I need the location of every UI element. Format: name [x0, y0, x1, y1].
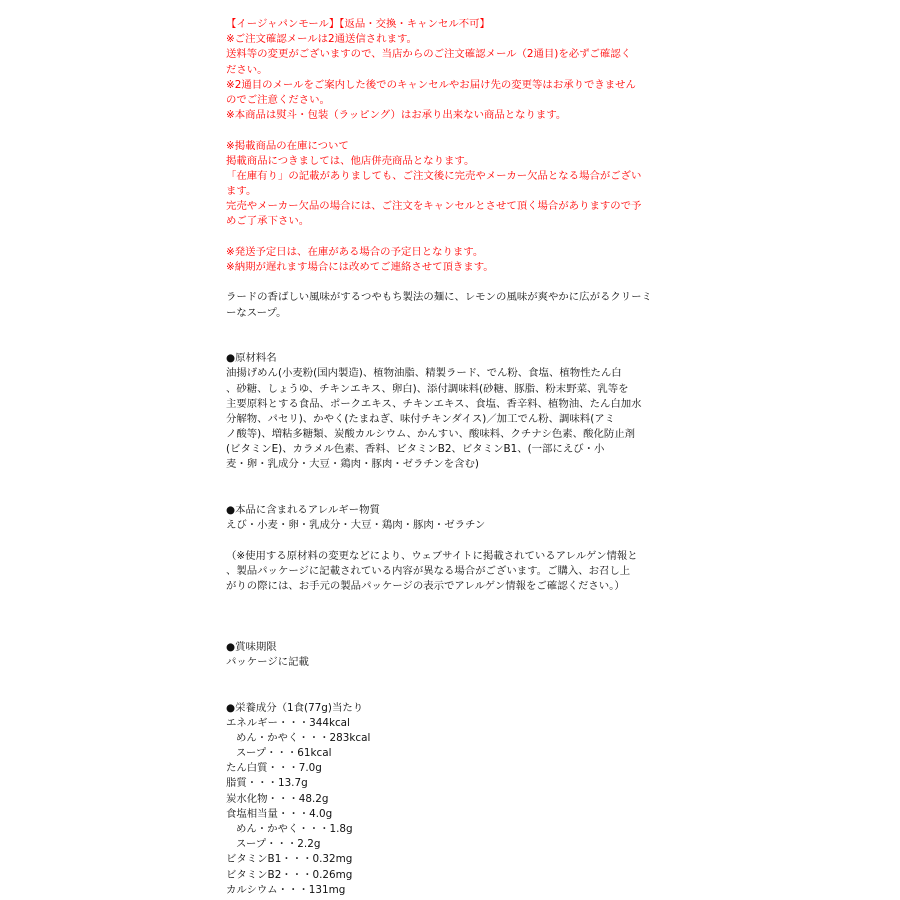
notice-line: 送料等の変更がございますので、当店からのご注文確認メール（2通目)を必ずご確認く: [226, 48, 632, 61]
nutrition-row: 脂質・・・13.7g: [226, 777, 308, 790]
notice-line: 掲載商品につきましては、他店併売商品となります。: [226, 154, 475, 167]
notice-line: ださい。: [226, 63, 268, 76]
allergen-note-block: [226, 549, 646, 595]
ingredients-line: 麦・卵・乳成分・大豆・鶏肉・豚肉・ゼラチンを含む): [226, 458, 479, 471]
description-block: [226, 290, 652, 320]
allergens-heading: ●本品に含まれるアレルギー物質: [226, 504, 380, 517]
allergen-note-line: （※使用する原材料の変更などにより、ウェブサイトに掲載されているアレルゲン情報と: [226, 549, 638, 562]
notice-line: ます。: [226, 185, 257, 198]
ingredients-line: ノ酸等)、増粘多糖類、炭酸カルシウム、かんすい、酸味料、クチナシ色素、酸化防止剤: [226, 428, 636, 441]
best-before-heading: ●賞味期限: [226, 640, 277, 653]
nutrition-row: スープ・・・2.2g: [236, 838, 321, 851]
ingredients-heading: ●原材料名: [226, 352, 277, 365]
nutrition-row: 炭水化物・・・48.2g: [226, 792, 329, 805]
best-before-value: パッケージに記載: [226, 655, 309, 668]
notice-line: ※納期が遅れます場合には改めてご連絡させて頂きます。: [226, 261, 494, 273]
nutrition-row: めん・かやく・・・283kcal: [236, 731, 371, 744]
nutrition-block: [226, 716, 646, 898]
ingredients-line: 分解物、パセリ)、かやく(たまねぎ、味付チキンダイス)／加工でん粉、調味料(アミ: [226, 412, 616, 425]
notice-line: ※本商品は熨斗・包装（ラッピング）はお承り出来ない商品となります。: [226, 109, 567, 122]
notice-line: 「在庫有り」の記載がありましても、ご注文後に完売やメーカー欠品となる場合がござい: [226, 169, 642, 182]
nutrition-row: ビタミンB2・・・0.26mg: [226, 868, 353, 881]
notice-line: ※発送予定日は、在庫がある場合の予定日となります。: [226, 245, 484, 258]
nutrition-row: 食塩相当量・・・4.0g: [226, 807, 333, 820]
notice-line: のでご注意ください。: [226, 93, 330, 106]
notice-line: ※2通目のメールをご案内した後でのキャンセルやお届け先の変更等はお承りできません: [226, 78, 636, 91]
notice-line: 完売やメーカー欠品の場合には、ご注文をキャンセルとさせて頂く場合がありますので予: [226, 200, 642, 213]
nutrition-row: たん白質・・・7.0g: [226, 762, 322, 775]
allergen-note-line: 、製品パッケージに記載されている内容が異なる場合がございます。ご購入、お召し上: [226, 564, 631, 577]
allergen-note-line: がりの際には、お手元の製品パッケージの表示でアレルゲン情報をご確認ください。）: [226, 579, 625, 592]
product-description: [226, 17, 652, 898]
description-line: ラードの香ばしい風味がするつやもち製法の麺に、レモンの風味が爽やかに広がるクリーミ: [226, 291, 652, 304]
notice-line: めご了承下さい。: [226, 215, 310, 228]
nutrition-row: スープ・・・61kcal: [236, 747, 332, 760]
ingredients-line: 、砂糖、しょうゆ、チキンエキス、卵白)、添付調味料(砂糖、豚脂、粉末野菜、乳等を: [226, 382, 629, 395]
notice-line: [226, 230, 646, 245]
notice-block: [226, 17, 646, 275]
notice-line: ※掲載商品の在庫について: [226, 139, 349, 152]
ingredients-line: 主要原料とする食品、ポークエキス、チキンエキス、食塩、香辛料、植物油、たん白加水: [226, 397, 642, 410]
nutrition-row: エネルギー・・・344kcal: [226, 716, 350, 729]
nutrition-row: カルシウム・・・131mg: [226, 883, 346, 896]
ingredients-block: [226, 366, 646, 472]
nutrition-row: ビタミンB1・・・0.32mg: [226, 853, 353, 866]
ingredients-line: (ビタミンE)、カラメル色素、香料、ビタミンB2、ビタミンB1、(一部にえび・小: [226, 443, 605, 456]
nutrition-row: めん・かやく・・・1.8g: [236, 823, 353, 835]
allergens-list: えび・小麦・卵・乳成分・大豆・鶏肉・豚肉・ゼラチン: [226, 519, 486, 532]
nutrition-heading: ●栄養成分（1食(77g)当たり: [226, 701, 364, 714]
notice-line: [226, 123, 646, 138]
notice-line: ※ご注文確認メールは2通送信されます。: [226, 33, 417, 46]
notice-line: 【イージャパンモール】【返品・交換・キャンセル不可】: [226, 18, 490, 30]
ingredients-line: 油揚げめん(小麦粉(国内製造)、植物油脂、精製ラード、でん粉、食塩、植物性たん白: [226, 367, 622, 380]
description-line: ーなスープ。: [226, 306, 287, 319]
